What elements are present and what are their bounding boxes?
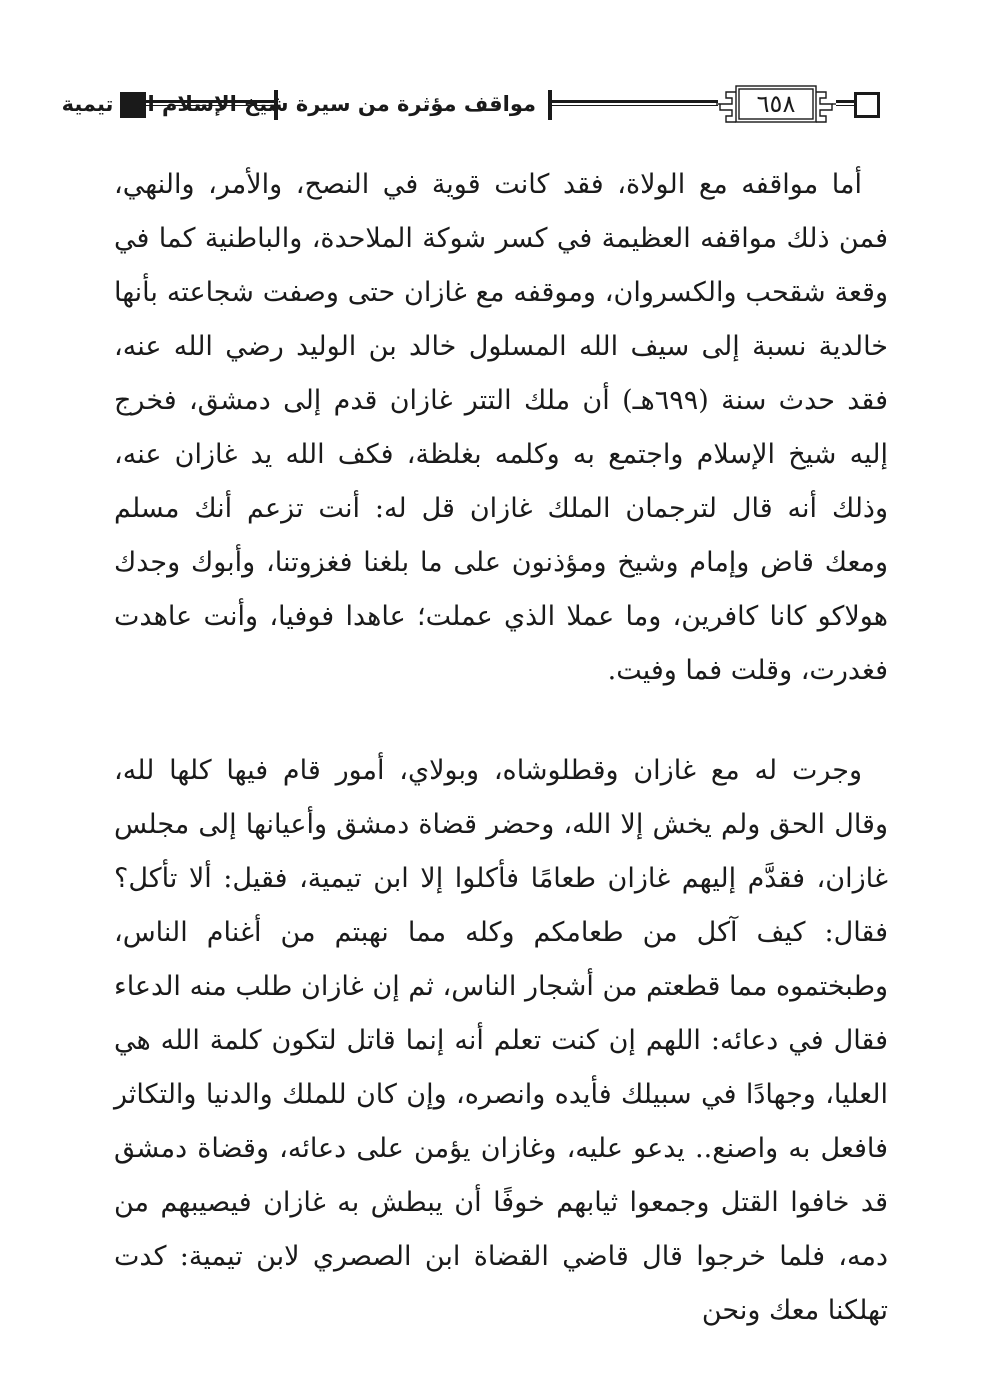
header-rule xyxy=(552,100,718,106)
page-number: ٦٥٨ xyxy=(756,90,796,118)
body-paragraph: أما مواقفه مع الولاة، فقد كانت قوية في النصح، والأمر، والنهي، فمن ذلك مواقفه العظيمة في كسر شوكة الملاحدة، والباطنية كما في وقعة شقحب والكسروان، وموقفه مع غازان حتى وصفت شجاعته بأنها خالدية نسبة إلى سيف الله المسلول خالد بن الوليد رضي الله عنه، فقد حدث سنة (٦٩٩هـ) أن ملك التتر غازان قدم إلى دمشق، فخرج إليه شيخ الإسلام واجتمع به وكلمه بغلظة، فكف الله يد غازان عنه، وذلك أنه قال لترجمان الملك غازان قل له: أنت تزعم أنك مسلم ومعك قاض وإمام وشيخ ومؤذنون على ما بلغنا فغزوتنا، وأبوك وجدك هولاكو كانا كافرين، وما عملا الذي عملت؛ عاهدا فوفيا، وأنت عاهدت فغدرت، وقلت فما وفيت. xyxy=(114,169,888,686)
page-body xyxy=(114,158,888,1338)
page-header xyxy=(61,84,888,126)
page-number-frame xyxy=(716,84,836,124)
running-title: مواقف مؤثرة من سيرة شيخ الإسلام ابن تيمية xyxy=(61,92,536,116)
body-paragraph: وجرت له مع غازان وقطلوشاه، وبولاي، أمور قام فيها كلها لله، وقال الحق ولم يخش إلا الله، وحضر قضاة دمشق وأعيانها إلى مجلس غازان، فقدَّم إليهم غازان طعامًا فأكلوا إلا ابن تيمية، فقيل: ألا تأكل؟ فقال: كيف آكل من طعامكم وكله مما نهبتم من أغنام الناس، وطبختموه مما قطعتم من أشجار الناس، ثم إن غازان طلب منه الدعاء فقال في دعائه: اللهم إن كنت تعلم أنه إنما قاتل لتكون كلمة الله هي العليا، وجهادًا في سبيلك فأيده وانصره، وإن كان للملك والدنيا والتكاثر فافعل به واصنع.. يدعو عليه، وغازان يؤمن على دعائه، وقضاة دمشق قد خافوا القتل وجمعوا ثيابهم خوفًا أن يبطش به غازان فيصيبهم من دمه، فلما خرجوا قال قاضي القضاة ابن الصصري لابن تيمية: كدت تهلكنا معك ونحن xyxy=(114,755,888,1326)
header-ornament-square-outline xyxy=(854,92,880,118)
